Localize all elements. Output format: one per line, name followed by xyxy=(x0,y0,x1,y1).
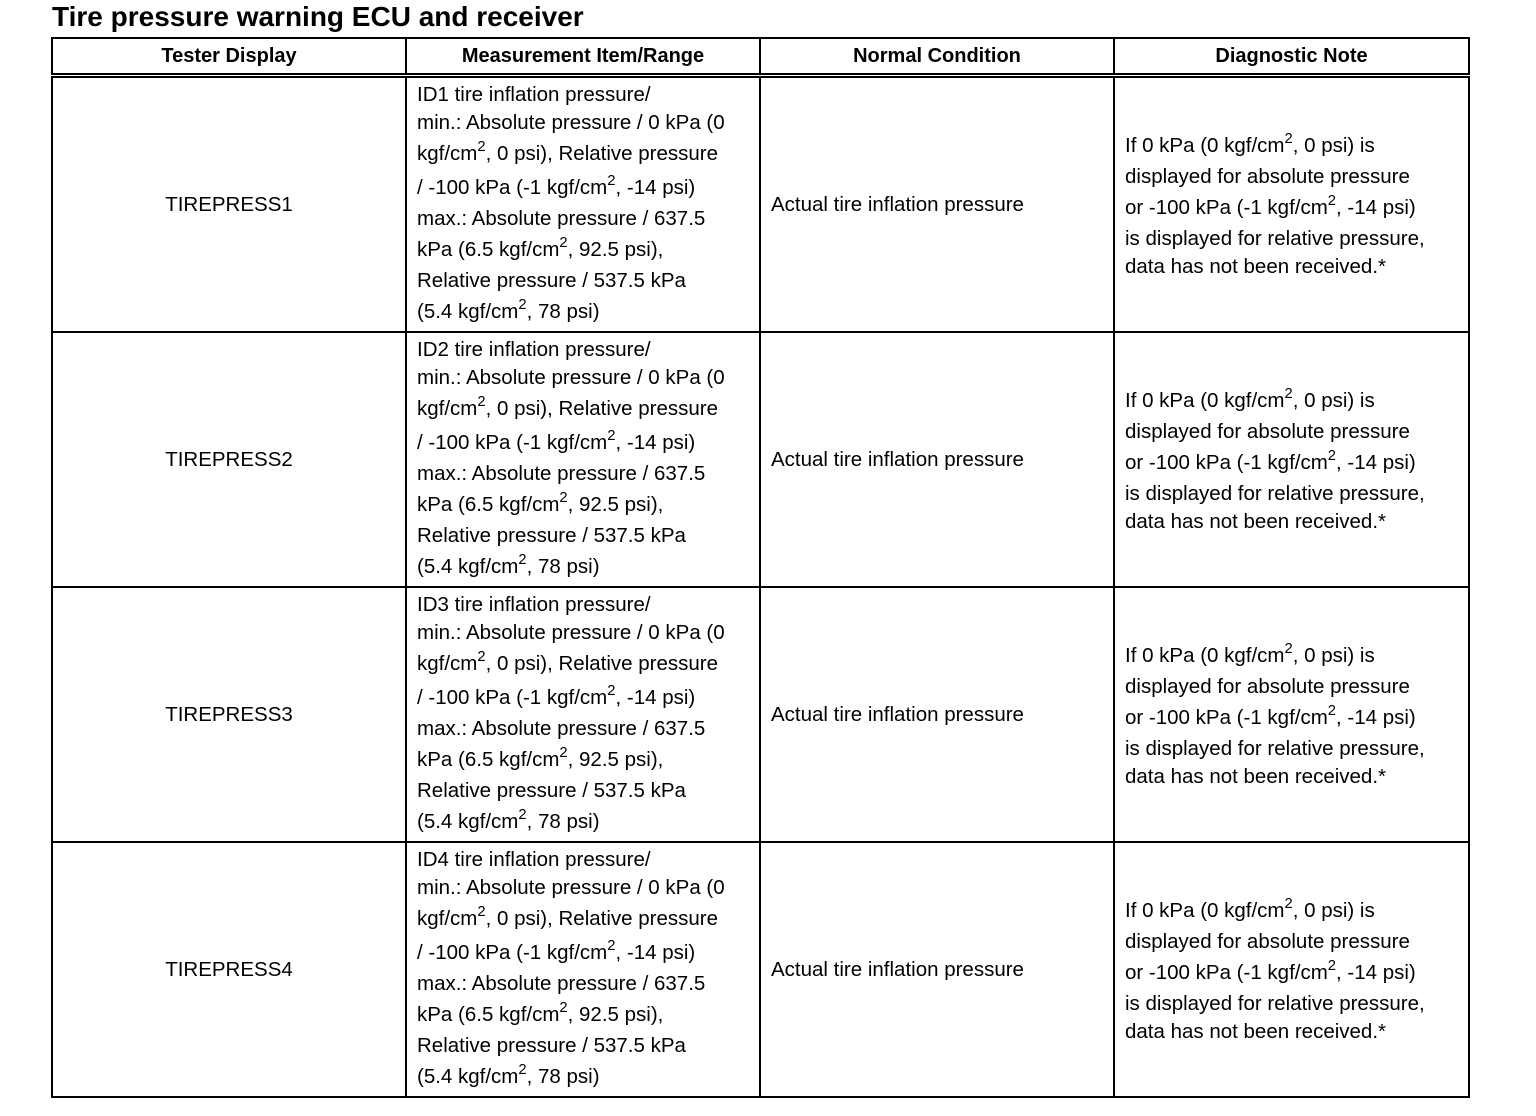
measurement-line-sup: 2 xyxy=(607,427,616,444)
note-line xyxy=(1125,225,1458,253)
measurement-line-pre: kPa (6.5 kgf/cm xyxy=(417,237,560,261)
measurement-line-pre: kPa (6.5 kgf/cm xyxy=(417,1002,560,1026)
measurement-line-post: , -14 psi) xyxy=(615,175,696,199)
column-header-tester-display: Tester Display xyxy=(52,38,406,76)
measurement-line-post: , 0 psi), Relative pressure xyxy=(485,906,719,930)
measurement-line-post: , 78 psi) xyxy=(526,299,600,323)
note-line-sup: 2 xyxy=(1327,957,1337,974)
tester-display-cell: TIREPRESS4 xyxy=(52,842,406,1097)
measurement-line-pre: Relative pressure / 537.5 kPa xyxy=(417,523,686,547)
note-line-pre: displayed for absolute pressure xyxy=(1125,164,1410,188)
measurement-line-post: , 92.5 psi), xyxy=(567,492,664,516)
note-line-pre: displayed for absolute pressure xyxy=(1125,419,1410,443)
measurement-line-pre: max.: Absolute pressure / 637.5 xyxy=(417,461,706,485)
note-line-pre: or -100 kPa (-1 kgf/cm xyxy=(1125,195,1328,219)
measurement-line-pre: kPa (6.5 kgf/cm xyxy=(417,492,560,516)
measurement-line-sup: 2 xyxy=(477,393,486,410)
measurement-line-pre: (5.4 kgf/cm xyxy=(417,809,519,833)
note-line-pre: displayed for absolute pressure xyxy=(1125,929,1410,953)
measurement-line-pre: ID2 tire inflation pressure/ xyxy=(417,337,651,361)
note-line xyxy=(1125,446,1458,480)
measurement-line-pre: max.: Absolute pressure / 637.5 xyxy=(417,206,706,230)
table-body xyxy=(52,76,1469,1098)
measurement-line-pre: min.: Absolute pressure / 0 kPa (0 xyxy=(417,365,725,389)
note-line-pre: If 0 kPa (0 kgf/cm xyxy=(1125,643,1285,667)
measurement-line xyxy=(417,619,749,647)
measurement-line-sup: 2 xyxy=(518,806,527,823)
page-title: Tire pressure warning ECU and receiver xyxy=(52,1,584,32)
note-line xyxy=(1125,701,1458,735)
measurement-line xyxy=(417,805,749,839)
note-line-pre: If 0 kPa (0 kgf/cm xyxy=(1125,133,1285,157)
table-header-row xyxy=(52,38,1469,76)
measurement-line-pre: kgf/cm xyxy=(417,651,478,675)
measurement-line-pre: (5.4 kgf/cm xyxy=(417,1064,519,1088)
note-line-post: , -14 psi) xyxy=(1336,450,1416,474)
note-line xyxy=(1125,763,1458,791)
diagnostic-note-cell xyxy=(1114,76,1469,333)
note-line xyxy=(1125,990,1458,1018)
measurement-line-post: , 92.5 psi), xyxy=(567,1002,664,1026)
table-row xyxy=(52,332,1469,587)
measurement-line xyxy=(417,874,749,902)
note-line-pre: or -100 kPa (-1 kgf/cm xyxy=(1125,450,1328,474)
measurement-line-sup: 2 xyxy=(559,744,568,761)
measurement-line-sup: 2 xyxy=(607,937,616,954)
note-line-pre: is displayed for relative pressure, xyxy=(1125,226,1425,250)
measurement-line-pre: (5.4 kgf/cm xyxy=(417,299,519,323)
note-line-pre: data has not been received.* xyxy=(1125,764,1386,788)
measurement-line-sup: 2 xyxy=(477,138,486,155)
measurement-line xyxy=(417,846,749,874)
note-line xyxy=(1125,191,1458,225)
note-line xyxy=(1125,894,1458,928)
measurement-line xyxy=(417,522,749,550)
note-line xyxy=(1125,1018,1458,1046)
measurement-line-sup: 2 xyxy=(477,903,486,920)
measurement-line-post: , -14 psi) xyxy=(615,685,696,709)
measurement-line-pre: min.: Absolute pressure / 0 kPa (0 xyxy=(417,620,725,644)
measurement-line-pre: min.: Absolute pressure / 0 kPa (0 xyxy=(417,110,725,134)
measurement-line xyxy=(417,550,749,584)
measurement-line xyxy=(417,715,749,743)
diagnostic-note-cell xyxy=(1114,842,1469,1097)
measurement-line-pre: Relative pressure / 537.5 kPa xyxy=(417,778,686,802)
measurement-line xyxy=(417,137,749,171)
measurement-line-pre: kgf/cm xyxy=(417,141,478,165)
measurement-line-pre: max.: Absolute pressure / 637.5 xyxy=(417,716,706,740)
measurement-line-post: , 78 psi) xyxy=(526,554,600,578)
measurement-line-pre: kgf/cm xyxy=(417,906,478,930)
note-line xyxy=(1125,129,1458,163)
note-line-post: , 0 psi) is xyxy=(1292,643,1375,667)
measurement-cell xyxy=(406,587,760,842)
measurement-line-pre: / -100 kPa (-1 kgf/cm xyxy=(417,430,608,454)
measurement-line-sup: 2 xyxy=(559,234,568,251)
measurement-line xyxy=(417,936,749,970)
diagnostic-note-cell xyxy=(1114,332,1469,587)
table-row xyxy=(52,842,1469,1097)
measurement-line-pre: min.: Absolute pressure / 0 kPa (0 xyxy=(417,875,725,899)
measurement-line-post: , -14 psi) xyxy=(615,430,696,454)
note-line-sup: 2 xyxy=(1284,640,1293,657)
note-line-pre: or -100 kPa (-1 kgf/cm xyxy=(1125,705,1328,729)
measurement-line xyxy=(417,460,749,488)
measurement-line-sup: 2 xyxy=(477,648,486,665)
note-line xyxy=(1125,163,1458,191)
measurement-cell xyxy=(406,76,760,333)
measurement-line xyxy=(417,1060,749,1094)
measurement-line-sup: 2 xyxy=(607,682,616,699)
note-line xyxy=(1125,928,1458,956)
measurement-line xyxy=(417,1032,749,1060)
measurement-line xyxy=(417,267,749,295)
measurement-line xyxy=(417,109,749,137)
measurement-line-pre: / -100 kPa (-1 kgf/cm xyxy=(417,175,608,199)
measurement-line-pre: ID3 tire inflation pressure/ xyxy=(417,592,651,616)
note-line-sup: 2 xyxy=(1284,895,1293,912)
note-line-post: , -14 psi) xyxy=(1336,195,1416,219)
normal-condition-cell: Actual tire inflation pressure xyxy=(760,587,1114,842)
tester-display-cell: TIREPRESS3 xyxy=(52,587,406,842)
measurement-line-post: , 0 psi), Relative pressure xyxy=(485,396,719,420)
measurement-line-post: , 92.5 psi), xyxy=(567,237,664,261)
table-row xyxy=(52,587,1469,842)
measurement-line xyxy=(417,681,749,715)
measurement-line xyxy=(417,336,749,364)
note-line-sup: 2 xyxy=(1284,385,1293,402)
measurement-cell xyxy=(406,842,760,1097)
measurement-line xyxy=(417,426,749,460)
measurement-line xyxy=(417,970,749,998)
note-line-post: , 0 psi) is xyxy=(1292,133,1375,157)
note-line-sup: 2 xyxy=(1327,192,1337,209)
measurement-line-pre: Relative pressure / 537.5 kPa xyxy=(417,268,686,292)
note-line-pre: or -100 kPa (-1 kgf/cm xyxy=(1125,960,1328,984)
normal-condition-cell: Actual tire inflation pressure xyxy=(760,842,1114,1097)
measurement-line-pre: ID1 tire inflation pressure/ xyxy=(417,82,651,106)
note-line-sup: 2 xyxy=(1284,130,1293,147)
measurement-line-pre: kPa (6.5 kgf/cm xyxy=(417,747,560,771)
note-line-pre: data has not been received.* xyxy=(1125,509,1386,533)
measurement-line xyxy=(417,205,749,233)
measurement-line xyxy=(417,591,749,619)
note-line-pre: displayed for absolute pressure xyxy=(1125,674,1410,698)
diagnostic-note-cell xyxy=(1114,587,1469,842)
measurement-line xyxy=(417,81,749,109)
measurement-line xyxy=(417,171,749,205)
measurement-line-sup: 2 xyxy=(559,999,568,1016)
column-header-diagnostic-note: Diagnostic Note xyxy=(1114,38,1469,76)
note-line xyxy=(1125,735,1458,763)
measurement-line-post: , -14 psi) xyxy=(615,940,696,964)
measurement-line-sup: 2 xyxy=(607,172,616,189)
note-line-post: , -14 psi) xyxy=(1336,960,1416,984)
measurement-line-pre: (5.4 kgf/cm xyxy=(417,554,519,578)
measurement-line-post: , 0 psi), Relative pressure xyxy=(485,651,719,675)
note-line-post: , 0 psi) is xyxy=(1292,388,1375,412)
normal-condition-cell: Actual tire inflation pressure xyxy=(760,332,1114,587)
measurement-cell xyxy=(406,332,760,587)
measurement-line xyxy=(417,233,749,267)
measurement-line xyxy=(417,777,749,805)
note-line xyxy=(1125,956,1458,990)
note-line-pre: is displayed for relative pressure, xyxy=(1125,991,1425,1015)
note-line xyxy=(1125,639,1458,673)
note-line xyxy=(1125,384,1458,418)
note-line-pre: is displayed for relative pressure, xyxy=(1125,481,1425,505)
measurement-line-pre: / -100 kPa (-1 kgf/cm xyxy=(417,685,608,709)
measurement-line-pre: max.: Absolute pressure / 637.5 xyxy=(417,971,706,995)
note-line xyxy=(1125,673,1458,701)
tester-display-cell: TIREPRESS2 xyxy=(52,332,406,587)
column-header-normal-condition: Normal Condition xyxy=(760,38,1114,76)
note-line xyxy=(1125,480,1458,508)
measurement-line xyxy=(417,902,749,936)
note-line-pre: data has not been received.* xyxy=(1125,254,1386,278)
measurement-line xyxy=(417,998,749,1032)
measurement-line xyxy=(417,488,749,522)
measurement-line-pre: Relative pressure / 537.5 kPa xyxy=(417,1033,686,1057)
note-line-sup: 2 xyxy=(1327,702,1337,719)
column-header-measurement: Measurement Item/Range xyxy=(406,38,760,76)
measurement-line xyxy=(417,295,749,329)
measurement-line-pre: kgf/cm xyxy=(417,396,478,420)
measurement-line xyxy=(417,364,749,392)
note-line xyxy=(1125,253,1458,281)
note-line-pre: is displayed for relative pressure, xyxy=(1125,736,1425,760)
note-line xyxy=(1125,508,1458,536)
data-table xyxy=(51,37,1470,1098)
tester-display-cell: TIREPRESS1 xyxy=(52,76,406,333)
measurement-line-pre: / -100 kPa (-1 kgf/cm xyxy=(417,940,608,964)
note-line xyxy=(1125,418,1458,446)
measurement-line xyxy=(417,392,749,426)
measurement-line-post: , 0 psi), Relative pressure xyxy=(485,141,719,165)
normal-condition-cell: Actual tire inflation pressure xyxy=(760,76,1114,333)
measurement-line xyxy=(417,647,749,681)
measurement-line-pre: ID4 tire inflation pressure/ xyxy=(417,847,651,871)
note-line-post: , 0 psi) is xyxy=(1292,898,1375,922)
note-line-pre: If 0 kPa (0 kgf/cm xyxy=(1125,898,1285,922)
measurement-line-sup: 2 xyxy=(559,489,568,506)
measurement-line-post: , 78 psi) xyxy=(526,1064,600,1088)
measurement-line-post: , 92.5 psi), xyxy=(567,747,664,771)
note-line-post: , -14 psi) xyxy=(1336,705,1416,729)
measurement-line-sup: 2 xyxy=(518,1061,527,1078)
measurement-line xyxy=(417,743,749,777)
note-line-pre: If 0 kPa (0 kgf/cm xyxy=(1125,388,1285,412)
note-line-sup: 2 xyxy=(1327,447,1337,464)
table-row xyxy=(52,76,1469,333)
measurement-line-sup: 2 xyxy=(518,551,527,568)
measurement-line-sup: 2 xyxy=(518,296,527,313)
note-line-pre: data has not been received.* xyxy=(1125,1019,1386,1043)
measurement-line-post: , 78 psi) xyxy=(526,809,600,833)
